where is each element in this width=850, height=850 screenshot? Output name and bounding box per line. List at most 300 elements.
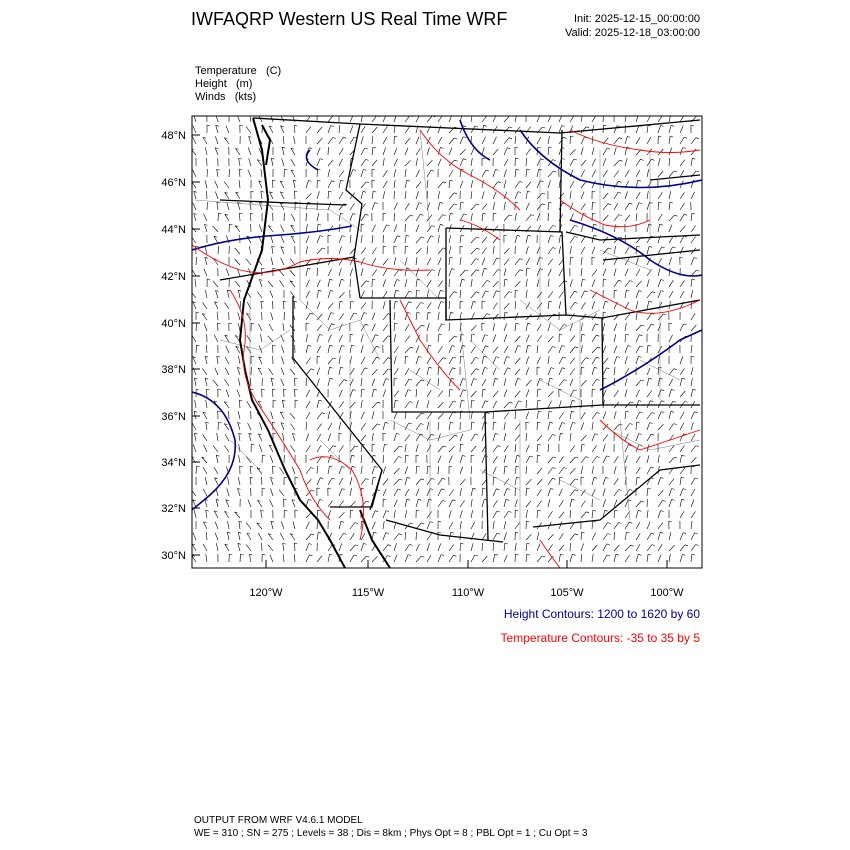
wind-barb <box>405 116 410 122</box>
wind-barb <box>427 522 430 529</box>
wind-barb <box>581 489 586 496</box>
wind-barb <box>581 160 586 166</box>
wind-barb <box>291 236 295 243</box>
wind-barb <box>526 357 529 365</box>
wind-barb <box>669 291 673 298</box>
wind-barb-flag <box>453 357 456 358</box>
wind-barb-flag <box>553 347 556 348</box>
wind-barb <box>559 468 564 475</box>
wind-barb <box>416 290 417 298</box>
wind-barb <box>238 543 240 551</box>
wind-barb <box>449 422 450 430</box>
lat-label: 42°N <box>161 271 186 283</box>
wind-barb <box>504 215 509 221</box>
wind-barb <box>281 379 284 386</box>
wind-barb <box>515 523 520 530</box>
wind-barb <box>592 367 594 375</box>
wind-barb <box>493 411 494 419</box>
wind-barb <box>328 116 333 122</box>
wind-barb <box>614 334 616 342</box>
wind-barb <box>339 159 342 166</box>
wind-barb-flag <box>575 479 578 480</box>
wind-barb-flag <box>352 466 355 467</box>
wind-barb <box>206 400 207 408</box>
wind-barb <box>658 247 662 254</box>
wind-barb-flag <box>594 224 597 225</box>
wind-barb <box>239 400 240 408</box>
wind-barb <box>570 358 575 364</box>
field-name: Winds <box>195 91 226 103</box>
wind-barb <box>460 510 462 518</box>
wind-barb <box>581 334 582 342</box>
wind-barb <box>203 544 207 551</box>
wind-barb-flag <box>696 446 699 447</box>
wind-barb <box>647 191 648 199</box>
wind-barb-flag <box>333 138 336 139</box>
wind-barb-flag <box>526 521 529 522</box>
wind-barb <box>427 246 428 254</box>
wind-barb <box>405 489 409 496</box>
wind-barb <box>372 556 378 562</box>
wind-barb <box>383 126 387 133</box>
wind-barb-flag <box>317 180 320 181</box>
wind-barb-flag <box>586 127 589 128</box>
wind-barb-flag <box>322 248 325 249</box>
wind-barb <box>526 323 528 331</box>
wind-barb <box>592 422 593 430</box>
wind-barb <box>680 369 685 376</box>
wind-barb <box>647 499 648 507</box>
wind-barb-flag <box>449 466 452 467</box>
wind-barb <box>202 368 207 375</box>
wind-barb <box>592 159 596 166</box>
wind-barb <box>471 213 472 221</box>
wind-barb <box>249 158 251 166</box>
wind-barb-flag <box>377 424 380 425</box>
wind-barb-flag <box>487 413 490 414</box>
wind-barb <box>239 180 240 188</box>
wind-barb <box>361 268 363 276</box>
wind-barb-flag <box>696 270 699 271</box>
wind-barb <box>449 193 454 199</box>
wind-barb <box>215 192 218 200</box>
wind-barb <box>625 424 630 431</box>
wind-barb-flag <box>608 204 611 205</box>
wind-barb <box>592 413 597 420</box>
wind-barb <box>625 215 630 221</box>
wind-barb <box>471 522 475 529</box>
wind-barb <box>592 347 598 353</box>
wind-barb <box>559 346 562 354</box>
wind-barb <box>471 279 472 287</box>
wind-barb <box>394 290 396 298</box>
wind-barb-flag <box>662 247 665 248</box>
wind-barb <box>581 192 584 199</box>
wind-barb <box>383 336 388 342</box>
wind-barb <box>581 302 586 309</box>
wind-barb-flag <box>452 269 455 270</box>
wind-barb-flag <box>451 532 454 533</box>
wind-barb-flag <box>538 510 541 511</box>
wind-barb-flag <box>196 389 199 390</box>
wind-barb <box>625 281 630 287</box>
wind-barb-flag <box>408 312 411 313</box>
lat-label: 32°N <box>161 503 186 515</box>
wind-barb <box>515 378 518 386</box>
wind-barb <box>526 235 528 243</box>
wind-barb <box>339 301 340 309</box>
wind-barb <box>559 269 563 276</box>
wind-barb <box>383 369 388 375</box>
wind-barb <box>482 335 485 342</box>
wind-barb <box>271 158 273 166</box>
wind-barb <box>328 303 333 309</box>
wind-barb <box>636 380 641 386</box>
wind-barb-flag <box>540 379 543 380</box>
wind-barb <box>438 358 443 364</box>
wind-barb-flag <box>453 401 456 402</box>
wind-barb <box>647 444 649 452</box>
wind-barb <box>515 323 516 331</box>
wind-barb <box>592 434 595 441</box>
wind-barb-flag <box>592 257 595 258</box>
wind-barb-flag <box>395 301 398 302</box>
wind-barb <box>537 501 542 508</box>
wind-barb <box>471 224 472 232</box>
wind-barb <box>526 203 529 210</box>
wind-barb <box>394 257 396 265</box>
wind-barb <box>294 125 295 133</box>
wind-barb-flag <box>417 290 420 291</box>
wind-barb <box>350 214 353 222</box>
wind-barb <box>603 412 606 419</box>
wind-barb <box>328 147 329 155</box>
wind-barb <box>251 488 252 496</box>
wind-barb <box>215 136 218 144</box>
wind-barb <box>526 268 527 276</box>
wind-barb-flag <box>603 378 606 379</box>
wind-barb-flag <box>495 433 498 434</box>
wind-barb <box>548 292 553 298</box>
wind-barb <box>592 136 593 144</box>
wind-barb <box>405 127 410 133</box>
wind-barb <box>647 269 651 276</box>
wind-barb <box>493 533 497 540</box>
wind-barb-flag <box>397 280 400 281</box>
wind-barb-flag <box>639 401 642 402</box>
wind-barb-flag <box>375 203 378 204</box>
wind-barb <box>372 290 373 298</box>
wind-barb <box>372 248 377 255</box>
wind-barb <box>259 346 262 354</box>
wind-barb-flag <box>385 444 388 445</box>
wind-barb-flag <box>637 477 640 478</box>
wind-barb-flag <box>352 345 355 346</box>
wind-barb <box>405 532 406 540</box>
wind-barb <box>405 455 406 463</box>
wind-barb-flag <box>650 401 653 402</box>
lat-label: 36°N <box>161 411 186 423</box>
wind-barb <box>416 380 421 386</box>
wind-barb-flag <box>661 390 664 391</box>
wind-barb-flag <box>626 334 629 335</box>
wind-barb-flag <box>431 236 434 237</box>
wind-barb-flag <box>405 246 408 247</box>
wind-barb <box>449 180 450 188</box>
wind-barb <box>383 545 388 551</box>
wind-barb <box>570 479 575 485</box>
wind-barb-flag <box>351 510 354 511</box>
wind-barb <box>570 136 571 144</box>
wind-barb-flag <box>308 268 311 269</box>
wind-barb-flag <box>295 477 298 478</box>
wind-barb <box>449 336 454 342</box>
wind-barb <box>290 270 295 276</box>
wind-barb-flag <box>311 534 314 535</box>
wind-barb <box>273 345 274 353</box>
wind-barb <box>239 521 240 529</box>
wind-barb <box>515 270 520 276</box>
wind-barb <box>383 181 387 188</box>
wind-barb <box>225 434 229 441</box>
wind-barb-flag <box>331 455 334 456</box>
wind-barb-flag <box>341 521 344 522</box>
wind-barb <box>438 500 443 507</box>
wind-barb-flag <box>496 357 499 358</box>
wind-barb <box>394 148 397 155</box>
wind-barb-flag <box>239 521 242 522</box>
wind-barb <box>460 257 461 265</box>
wind-barb <box>526 368 529 376</box>
wind-barb <box>691 489 695 496</box>
wind-barb-flag <box>526 422 529 423</box>
wind-barb <box>350 523 355 529</box>
wind-barb-flag <box>496 169 499 170</box>
wind-barb <box>306 236 309 243</box>
wind-barb <box>647 434 651 441</box>
wind-barb <box>279 270 284 276</box>
model-info: OUTPUT FROM WRF V4.6.1 MODEL <box>194 815 363 826</box>
wind-barb <box>504 422 505 430</box>
wind-barb <box>216 499 218 507</box>
wind-barb-flag <box>429 367 432 368</box>
wind-barb <box>383 279 386 287</box>
wind-barb <box>625 532 627 540</box>
wind-barb <box>270 456 273 464</box>
lat-label: 48°N <box>161 130 186 142</box>
wind-barb-flag <box>442 324 445 325</box>
wind-barb <box>203 522 207 529</box>
wind-barb-flag <box>475 434 478 435</box>
wind-barb <box>306 358 311 365</box>
wind-barb <box>282 147 284 155</box>
wind-barb-flag <box>385 422 388 423</box>
wind-barb-flag <box>332 181 335 182</box>
wind-barb-flag <box>443 182 446 183</box>
wind-barb <box>559 400 561 408</box>
wind-barb-flag <box>475 555 478 556</box>
wind-barb <box>526 345 528 353</box>
wind-barb-flag <box>352 455 355 456</box>
wind-barb-flag <box>460 246 463 247</box>
wind-barb <box>218 213 219 221</box>
wind-barb-flag <box>603 312 606 313</box>
wind-barb-flag <box>658 136 661 137</box>
wind-barb-flag <box>329 191 332 192</box>
wind-barb-flag <box>669 323 672 324</box>
wind-barb <box>471 248 477 254</box>
wind-barb <box>438 268 440 276</box>
wind-barb <box>460 345 462 353</box>
wind-barb-flag <box>455 435 458 436</box>
wind-barb <box>680 423 684 430</box>
wind-barb-flag <box>340 554 343 555</box>
wind-barb-flag <box>681 477 684 478</box>
wind-barb <box>372 511 375 518</box>
wind-barb-flag <box>477 248 480 249</box>
wind-barb <box>592 457 597 464</box>
wind-barb <box>261 169 262 177</box>
wind-barb <box>235 248 240 254</box>
wind-barb <box>647 467 651 474</box>
wind-barb-flag <box>652 545 655 546</box>
wind-barb <box>680 391 685 397</box>
wind-barb <box>449 246 451 254</box>
wind-barb <box>636 170 640 177</box>
wind-barb <box>504 346 508 353</box>
wind-barb <box>260 422 263 430</box>
wind-barb <box>493 433 495 441</box>
wind-barb <box>680 357 683 365</box>
wind-barb-flag <box>682 378 685 379</box>
wind-barb <box>537 444 538 452</box>
wind-barb <box>625 455 627 463</box>
wind-barb <box>515 169 516 177</box>
wind-barb <box>471 488 473 496</box>
wind-barb <box>416 356 419 364</box>
wind-barb <box>416 489 419 496</box>
wind-barb-flag <box>454 292 457 293</box>
wind-barb-flag <box>506 499 509 500</box>
wind-barb <box>471 270 476 276</box>
wind-barb-flag <box>641 380 644 381</box>
wind-barb <box>350 301 351 309</box>
wind-barb <box>361 435 366 441</box>
wind-barb <box>372 116 377 122</box>
wind-barb-flag <box>450 213 453 214</box>
wind-barb <box>625 555 629 562</box>
wind-barb-flag <box>206 510 209 511</box>
wind-barb <box>328 378 330 386</box>
wind-barb-flag <box>553 435 556 436</box>
wind-barb <box>537 193 542 199</box>
wind-barb-flag <box>366 501 369 502</box>
wind-barb <box>225 335 229 342</box>
wind-barb <box>405 235 406 243</box>
wind-barb-flag <box>476 270 479 271</box>
wind-barb <box>438 191 440 199</box>
wind-barb-flag <box>549 301 552 302</box>
wind-barb <box>471 334 472 342</box>
wind-barb <box>427 499 429 507</box>
wind-barb <box>269 368 273 375</box>
wind-barb-flag <box>353 170 356 171</box>
wind-barb <box>271 477 274 485</box>
wind-barb <box>482 116 487 122</box>
field-name: Height <box>195 78 227 90</box>
wind-barb-flag <box>375 466 378 467</box>
wind-barb <box>504 413 509 420</box>
wind-barb-flag <box>507 148 510 149</box>
wind-barb <box>427 215 432 221</box>
wind-barb <box>416 479 421 485</box>
wind-barb <box>416 413 421 419</box>
wind-barb-flag <box>608 534 611 535</box>
wind-barb <box>460 434 463 441</box>
wind-barb <box>258 368 262 375</box>
wind-barb <box>482 434 485 442</box>
wind-barb <box>515 336 520 342</box>
wind-barb <box>427 512 432 519</box>
wind-barb-flag <box>595 324 598 325</box>
wind-barb <box>537 532 539 540</box>
wind-barb-flag <box>272 246 275 247</box>
wind-barb-flag <box>311 468 314 469</box>
wind-barb <box>261 510 262 518</box>
wind-barb-flag <box>476 259 479 260</box>
wind-barb <box>493 521 494 529</box>
wind-barb <box>383 479 388 485</box>
wind-barb-flag <box>355 523 358 524</box>
wind-barb <box>317 466 318 474</box>
wind-barb <box>328 203 331 211</box>
wind-barb <box>603 534 608 541</box>
wind-barb-flag <box>671 411 674 412</box>
wind-barb-flag <box>473 488 476 489</box>
wind-barb-flag <box>196 312 199 313</box>
wind-barb <box>427 270 432 276</box>
wind-barb <box>294 191 295 199</box>
wind-barb <box>636 192 640 199</box>
wind-barb-flag <box>563 357 566 358</box>
wind-barb <box>328 279 330 287</box>
wind-barb <box>427 478 432 485</box>
wind-barb-flag <box>639 203 642 204</box>
wind-barb <box>383 301 385 309</box>
wind-barb <box>228 477 230 485</box>
wind-barb-flag <box>431 170 434 171</box>
wind-barb <box>614 160 620 166</box>
wind-barb-flag <box>483 213 486 214</box>
wind-barb <box>317 424 322 430</box>
wind-barb <box>449 456 452 463</box>
wind-barb <box>206 510 207 518</box>
wind-barb-flag <box>463 379 466 380</box>
wind-barb <box>680 455 682 463</box>
wind-barb <box>669 268 670 276</box>
wind-barb <box>214 335 218 342</box>
wind-barb-flag <box>463 137 466 138</box>
wind-barb <box>559 533 563 540</box>
wind-barb-flag <box>320 236 323 237</box>
wind-barb <box>537 556 542 562</box>
wind-barb-flag <box>559 334 562 335</box>
wind-barb-flag <box>366 159 369 160</box>
wind-barb-flag <box>648 345 651 346</box>
wind-barb-flag <box>461 235 464 236</box>
wind-barb <box>493 335 496 343</box>
wind-barb <box>504 248 509 254</box>
